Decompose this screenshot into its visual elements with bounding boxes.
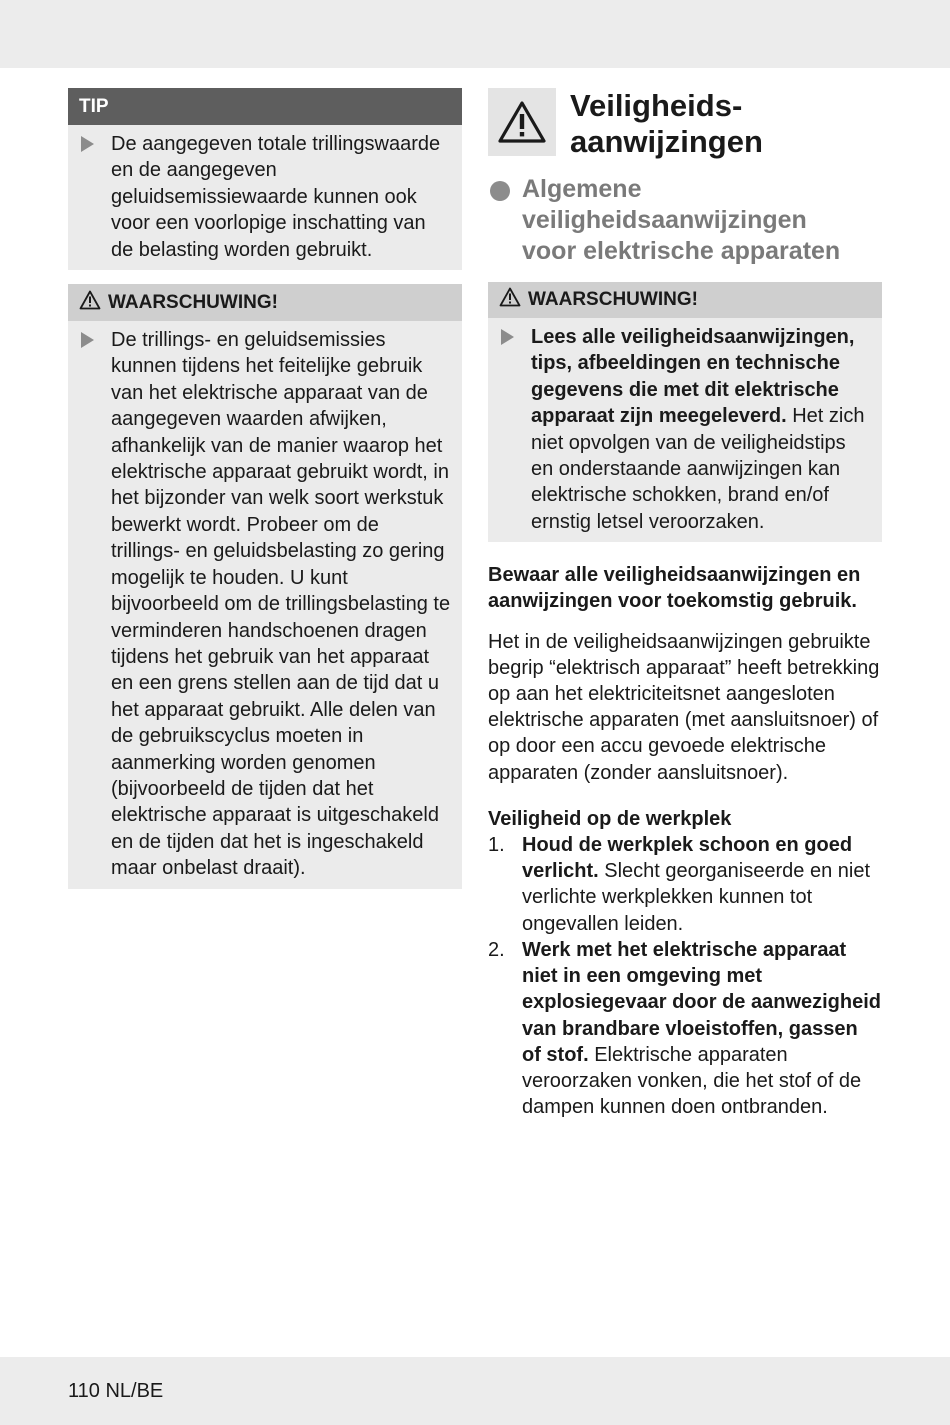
workplace-heading: Veiligheid op de werkplek [488,807,732,830]
workplace-list [488,832,882,1120]
section-heading [488,88,882,160]
list-item-text [522,937,882,1120]
list-item [488,832,882,937]
warning-triangle-icon [79,290,101,316]
warning-header-left [68,284,462,321]
tip-bullet-row [78,131,452,263]
list-item [488,937,882,1120]
page-title [570,88,763,160]
list-item-number: 2. [488,938,505,961]
warning-box-left [68,284,462,889]
sub-title-line3: voor elektrische apparaten [522,237,841,265]
left-column [68,88,462,889]
list-item-number: 1. [488,834,505,857]
list-item-plain: Slecht georganiseerde en niet verlichte werkplekken kunnen tot ongevallen leiden. [522,860,871,935]
tip-box [68,88,462,270]
triangle-bullet-icon [81,136,94,152]
sub-title-line2: veiligheidsaanwijzingen [522,206,807,234]
sub-title-line1: Algemene [522,175,642,203]
warning-body-right [488,318,882,542]
warning-triangle-icon [499,287,521,313]
warning-plain-text-right: Het zich niet opvolgen van de veiligheidstips en onderstaande aanwijzingen kan elektrische schokken, brand en/of ernstig letsel veroorzaken. [531,405,865,533]
tip-label: TIP [79,95,109,117]
tip-text: De aangegeven totale trillingswaarde en de aangegeven geluidsemissiewaarde kunnen ook voor een voorlopige inschatting van de belasting worden gebruikt. [111,133,441,261]
warning-bullet-row-left [78,327,452,882]
large-warning-icon [488,88,556,156]
triangle-bullet-icon [81,332,94,348]
warning-bullet-row-right [498,324,872,535]
sub-title [522,174,840,267]
triangle-bullet-icon [501,329,514,345]
page-title-line1: Veiligheids- [570,88,743,123]
keep-instructions: Bewaar alle veiligheidsaanwijzingen en aanwijzingen voor toekomstig gebruik. [488,564,861,613]
page-title-line2: aanwijzingen [570,124,763,159]
warning-header-right [488,282,882,318]
list-item-plain: Elektrische apparaten veroorzaken vonken, die het stof of de dampen kunnen doen ontbranden. [522,1043,862,1119]
list-item-text [522,832,882,937]
warning-text-left: De trillings- en geluidsemissies kunnen tijdens het feitelijke gebruik van het elektrische apparaat van de aangegeven waarden afwijken, afhankelijk van de manier waarop het elektrische apparaat gebruikt wordt, in het bijzonder van welk soort werkstuk bewerkt wordt. Probeer om de trillings- en geluidsbelasting zo gering mogelijk te houden. U kunt bijvoorbeeld om de trillingsbelasting te verminderen handschoenen dragen tijdens het gebruik van het apparaat en een grens stellen aan de tijd dat u het apparaat gebruikt. Alle delen van de gebruikscyclus moeten in aanmerking worden genomen (bijvoorbeeld de tijden dat het elektrische apparaat is uitgeschakeld en de tijden dat het is ingeschakeld maar onbelast draait). [111,329,451,880]
warning-text-right [531,324,872,535]
circle-bullet-icon [490,181,510,201]
list-item-bold: Werk met het elektrische apparaat niet in een omgeving met explosiegevaar door de aanwezigheid van brandbare vloeistoffen, gassen of stof. [522,938,882,1066]
tip-header [68,88,462,125]
warning-body-left [68,321,462,889]
intro-paragraph: Het in de veiligheidsaanwijzingen gebruikte begrip “elektrisch apparaat” heeft betrekking op aan het elektriciteitsnet aangesloten elektrische apparaten (met aansluitsnoer) of op door een accu gevoede elektrische apparaten (zonder aansluitsnoer). [488,630,880,784]
warning-label-left: WAARSCHUWING! [108,291,278,313]
page-number: 110 NL/BE [68,1380,164,1402]
top-margin-band [0,0,950,68]
right-column [488,88,882,1120]
warning-bold-text-right: Lees alle veiligheidsaanwijzingen, tips, afbeeldingen en technische gegevens die met dit elektrische apparaat zijn meegeleverd. [531,326,855,428]
list-item-bold: Houd de werkplek schoon en goed verlicht. [522,834,853,883]
warning-box-right [488,282,882,542]
warning-label-right: WAARSCHUWING! [528,289,698,310]
tip-body [68,125,462,270]
sub-heading [488,174,882,267]
